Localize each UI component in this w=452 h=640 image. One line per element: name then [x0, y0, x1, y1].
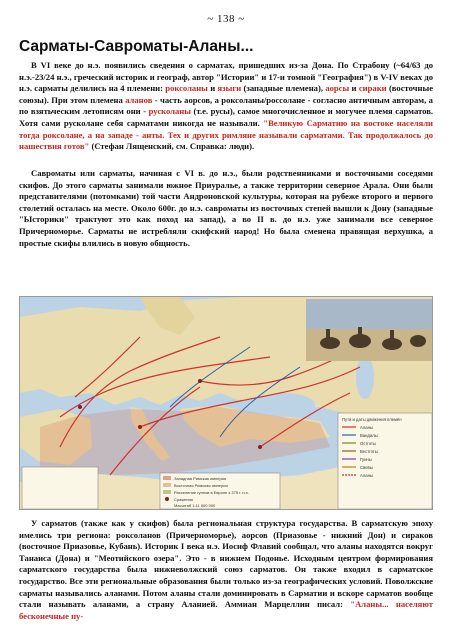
paragraph-1-run-4: (западные племена), [241, 83, 326, 94]
paragraph-1-run-9: аланов [125, 94, 153, 105]
map-legend-bottom-2: Расселение гуннов в Европе к 375 г. н.э. [174, 490, 249, 495]
map-legend-right-3: Остготы [360, 441, 376, 446]
paragraph-1-run-14: (Стефан Лященский, см. Справка: люди). [89, 141, 255, 152]
paragraph-1-run-3: языги [217, 83, 242, 94]
paragraph-3 [19, 518, 433, 622]
paragraph-1-run-7: сираки [358, 83, 387, 94]
paragraph-2: Савроматы или сарматы, начиная с VI в. до н.э., были родственниками и восточными соседями скифов. До этого сарматы занимали южное Приуралье, а также территории северное Арала. Они были представителями (потомками) той части Андроновской культуры, которая на рубеже второго и первого столетий осталась на месте. Около 600г. до н.э. савроматы из восточных степей вышли к Дону (западные "Ысторики" трактуют это как поход на запад), а во II в. до н.э. уже занимали все северное Причерноморье. Сарматы не истребляли скифский народ! Но была сменена правящая верхушка, а простые скифы влились в новую общность. [19, 168, 433, 248]
map-legend-right-1: Аланы [360, 425, 373, 430]
paragraph-1-run-5: аорсы [325, 83, 350, 94]
map-legend-bottom-4: Масштаб 1:11 000 000 [174, 503, 216, 508]
historical-map [19, 296, 433, 510]
map-legend-bottom-3: Сражения [174, 497, 193, 502]
map-legend-right-2: Вандалы [360, 433, 378, 438]
map-legend-right-7: Аланы [360, 473, 373, 478]
paragraph-3-run-0: У сарматов (также как у скифов) была региональная структура государства. В сарматскую эпоху имелись три региона: роксоланов (Причерноморье), аорсов (Приазовье - нижний Дон) и сираков (восточное Приазовье, Кубань). Историк I века н.э. Иосиф Флавий сообщал, что аланы находятся вокруг Танаиса (Дона) и "Меотийского озера". Это - в нижнем Подонье. Исходным центром формирования сарматского государства была нижневолжский союз сарматов. Он также входил в сарматское государство. Все эти региональные образования были только из-за географических условий. Поволжские сарматы назывались аланами. Потом аланы стали доминировать в Сарматии и вскоре сарматов вообще стали называть аланами, а страну Аланией. Аммиан Марцеллин писал: [19, 518, 433, 610]
map-legend-right-5: Гунны [360, 457, 372, 462]
paragraph-1-run-10: - часть аорсов, а роксоланы/россолане - согласно античным авторам, а по взятьческим летописям они - [19, 94, 433, 117]
paragraph-1-run-11: русколаны [148, 106, 191, 117]
page-title: Сарматы-Савроматы-Аланы... [19, 38, 254, 55]
paragraph-1-run-0: В VI веке до н.э. появились сведения о сарматах, пришедших из-за Дона. По Страбону (~64/63 до н.э.-23/24 н.э., греческий историк и географ, автор "Истории" и 17-и томной "География") в V-IV веках до н.э. сарматы делились на 4 племени: [19, 60, 433, 94]
map-legend-bottom-0: Западная Римская империя [174, 476, 227, 481]
map-legend-right-4: Вестготы [360, 449, 378, 454]
paragraph-1-run-1: роксоланы [165, 83, 208, 94]
paragraph-1 [19, 60, 433, 153]
paragraph-1-run-6: и [349, 83, 359, 94]
paragraph-1-run-8: (восточные союзы). При этом племена [19, 83, 434, 105]
paragraph-1-run-13: "Великую Сарматию на востоке населяли тогда роксолане, а на западе - анты. Тех и других римляне называли сарматами. Так продолжалось до нашествия готов" [19, 117, 433, 152]
paragraph-1-run-12: (т.е. русы), самое многочисленное и могучее племя сарматов. Хотя сами русколане себя сарматами никогда не называли. [19, 106, 433, 128]
map-legend-right-0: Пути и даты движения племён [342, 417, 402, 422]
page-number: ~ 138 ~ [207, 13, 245, 25]
map-legend-right-6: Свевы [360, 465, 373, 470]
map-legend-bottom-1: Восточная Римская империя [174, 483, 228, 488]
paragraph-1-run-2: и [207, 83, 218, 94]
paragraph-3-run-1: "Аланы... населяют бесконечные пу- [19, 599, 433, 621]
